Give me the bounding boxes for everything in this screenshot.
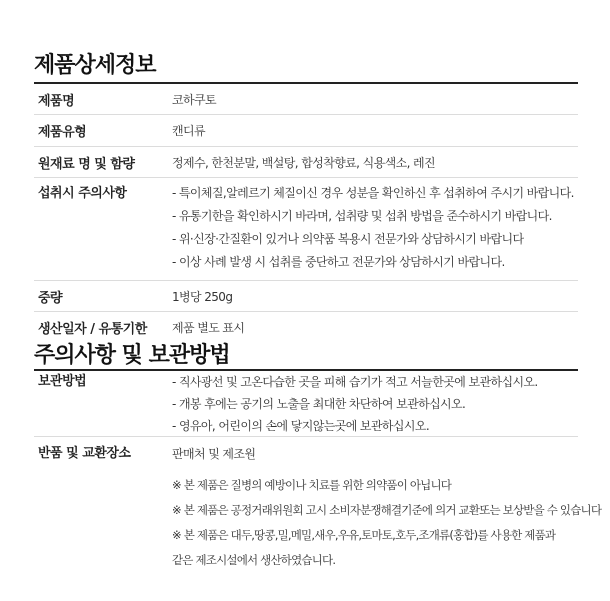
row-label-product-type: 제품유형 [38, 125, 87, 140]
notice-line: ※ 본 제품은 공정거래위원회 고시 소비자분쟁해결기준에 의거 교환또는 보상받을 수 있습니다 [172, 503, 602, 517]
table-row [34, 281, 578, 312]
row-value-intake-caution [172, 182, 578, 274]
caution-line: - 특이체질,알레르기 체질이신 경우 성분을 확인하신 후 섭취하여 주시기 바랍니다. [172, 186, 574, 200]
section-title-caution-storage: 주의사항 및 보관방법 [34, 343, 230, 368]
row-value-storage [172, 371, 578, 437]
row-value-returns [172, 443, 601, 573]
table-row [34, 178, 578, 281]
caution-storage-table [34, 371, 602, 577]
row-label-intake-caution: 섭취시 주의사항 [38, 186, 127, 201]
section-title-product-info: 제품상세정보 [34, 53, 156, 78]
caution-line: - 유통기한을 확인하시기 바라며, 섭취량 및 섭취 방법을 준수하시기 바랍니다. [172, 209, 552, 223]
row-label-returns: 반품 및 교환장소 [38, 446, 131, 461]
returns-place: 판매처 및 제조원 [172, 447, 256, 461]
row-label-production-date: 생산일자 / 유통기한 [38, 322, 147, 337]
row-value-product-type: 캔디류 [172, 124, 205, 138]
product-info-table [34, 84, 578, 343]
caution-line: - 위·신장·간질환이 있거나 의약품 복용시 전문가와 상담하시기 바랍니다 [172, 232, 524, 246]
row-label-weight: 중량 [38, 290, 63, 306]
table-row [34, 84, 578, 115]
row-label-product-name: 제품명 [38, 93, 75, 109]
table-row [34, 147, 578, 178]
notice-list [172, 473, 601, 573]
row-label-storage: 보관방법 [38, 374, 87, 389]
storage-line: - 직사광선 및 고온다습한 곳을 피해 습기가 적고 서늘한곳에 보관하십시오. [172, 375, 538, 389]
row-label-ingredients: 원재료 명 및 함량 [38, 156, 135, 172]
table-row [34, 437, 602, 577]
storage-line: - 개봉 후에는 공기의 노출을 최대한 차단하여 보관하십시오. [172, 397, 466, 411]
notice-line: 같은 제조시설에서 생산하였습니다. [172, 553, 336, 567]
row-value-ingredients: 정제수, 한천분말, 백설탕, 합성착향료, 식용색소, 레진 [172, 155, 435, 170]
storage-line: - 영유아, 어린이의 손에 닿지않는곳에 보관하십시오. [172, 419, 430, 433]
caution-line: - 이상 사례 발생 시 섭취를 중단하고 전문가와 상담하시기 바랍니다. [172, 255, 505, 269]
notice-line: ※ 본 제품은 질병의 예방이나 치료를 위한 의약품이 아닙니다 [172, 478, 452, 492]
row-value-production-date: 제품 별도 표시 [172, 321, 245, 335]
row-value-weight: 1병당 250g [172, 289, 233, 304]
table-row [34, 115, 578, 147]
row-value-product-name: 코하쿠토 [172, 92, 216, 107]
notice-line: ※ 본 제품은 대두,땅콩,밀,메밀,새우,우유,토마토,호두,조개류(홍합)를 사용한 제품과 [172, 528, 556, 542]
table-row [34, 371, 578, 437]
